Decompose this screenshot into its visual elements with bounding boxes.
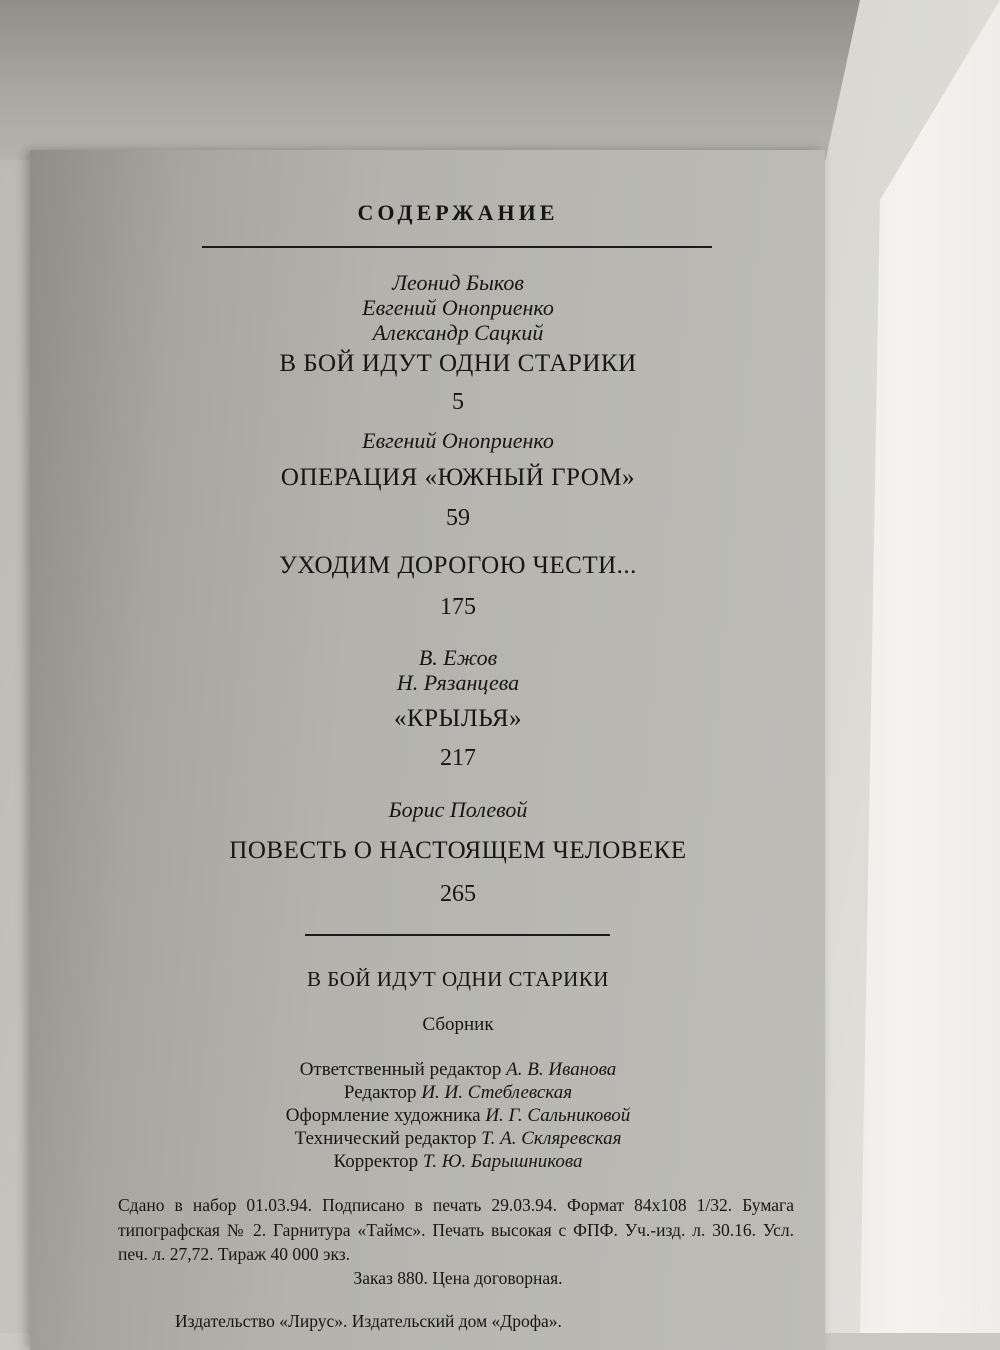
contents-heading: СОДЕРЖАНИЕ <box>357 200 559 225</box>
credit-name: И. И. Стеблевская <box>421 1082 573 1103</box>
watermark: www.ay.by <box>924 1297 990 1313</box>
entry-1-author-2: Евгений Оноприенко <box>362 295 554 320</box>
entry-2-page: 59 <box>446 505 470 531</box>
imprint-text: Сдано в набор 01.03.94. Подписано в печать 29.03.94. Формат 84x108 1/32. Бумага типографская № 2. Гарнитура «Таймс». Печать высокая с ФПФ. Уч.-изд. л. 30.16. Усл. печ. л. 27,72. Тираж 40 000 экз. <box>118 1195 794 1264</box>
imprint-block <box>118 1193 794 1267</box>
colophon-book-title: В БОЙ ИДУТ ОДНИ СТАРИКИ <box>307 967 609 991</box>
imprint-order: Заказ 880. Цена договорная. <box>353 1268 563 1288</box>
credit-line-4 <box>0 1128 916 1150</box>
entry-5-page: 265 <box>440 881 476 907</box>
entry-4-title: «КРЫЛЬЯ» <box>393 705 523 732</box>
credit-role: Ответственный редактор <box>299 1059 502 1080</box>
credit-role: Редактор <box>343 1082 417 1103</box>
entry-1-author-1: Леонид Быков <box>392 270 524 295</box>
credit-name: Т. Ю. Барышникова <box>422 1151 583 1172</box>
entry-3-page: 175 <box>440 594 476 620</box>
entry-4-author-2: Н. Рязанцева <box>396 670 520 695</box>
colophon-book-type: Сборник <box>422 1014 494 1035</box>
credit-line-2 <box>0 1082 916 1104</box>
credit-name: И. Г. Сальниковой <box>485 1105 631 1126</box>
entry-2-author: Евгений Оноприенко <box>362 428 554 453</box>
entry-5-title: ПОВЕСТЬ О НАСТОЯЩЕМ ЧЕЛОВЕКЕ <box>229 837 687 864</box>
credit-name: А. В. Иванова <box>506 1059 617 1080</box>
entry-1-author-3: Александр Сацкий <box>372 320 544 345</box>
entry-4-author-1: В. Ежов <box>418 645 498 670</box>
credit-role: Корректор <box>333 1151 419 1172</box>
entry-1-page: 5 <box>452 389 464 415</box>
entry-1-title: В БОЙ ИДУТ ОДНИ СТАРИКИ <box>279 350 637 377</box>
publisher-line: Издательство «Лирус». Издательский дом «Дрофа». <box>175 1311 562 1331</box>
entry-2-title: ОПЕРАЦИЯ «ЮЖНЫЙ ГРОМ» <box>280 464 636 491</box>
credit-name: Т. А. Скляревская <box>481 1128 622 1149</box>
section-rule <box>305 934 610 936</box>
entry-3-title: УХОДИМ ДОРОГОЮ ЧЕСТИ... <box>279 552 637 579</box>
previous-page-edge <box>0 0 860 160</box>
credit-role: Технический редактор <box>294 1128 477 1149</box>
credit-line-5 <box>0 1151 916 1173</box>
credit-role: Оформление художника <box>285 1105 481 1126</box>
credit-line-3 <box>0 1105 916 1127</box>
heading-rule <box>202 246 712 248</box>
entry-4-page: 217 <box>440 745 476 771</box>
entry-5-author: Борис Полевой <box>388 797 528 822</box>
credit-line-1 <box>0 1059 916 1081</box>
